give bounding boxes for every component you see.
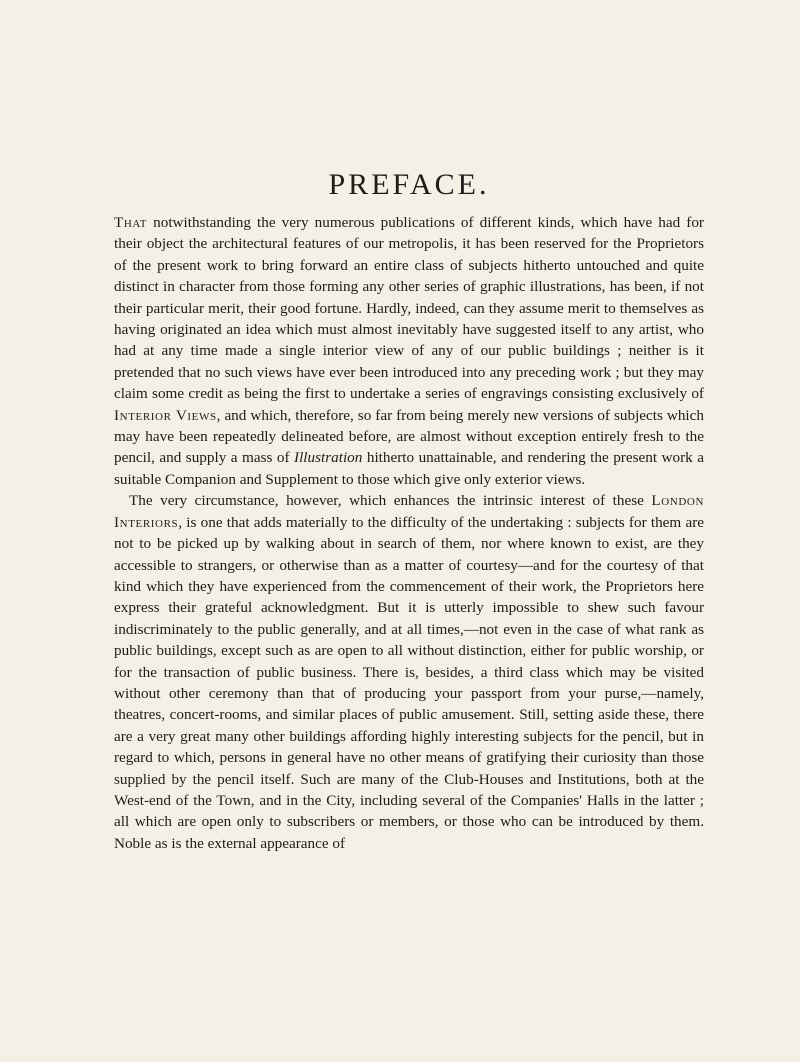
- paragraph-1: [114, 212, 704, 490]
- paragraph-1-text-c: hitherto unattainable, and rendering the present work a suitable Companion and Supplement to those which give only exterior views.: [114, 449, 704, 488]
- page: [114, 0, 704, 1062]
- paragraph-2-text-b: , is one that adds materially to the difficulty of the undertaking : subjects for them are not to be picked up by walking about in search of them, nor where known to exist, are they accessible to strangers, or otherwise than as a matter of courtesy—and for the courtesy of that kind which they have experienced from the commencement of their work, the Proprietors here express their grateful acknowledgment. But it is utterly impossible to shew such favour indiscriminately to the public generally, and at all times,—not even in the case of what rank as public buildings, except such as are open to all without distinction, either for public worship, or for the transaction of public business. There is, besides, a third class which may be visited without other ceremony than that of producing your passport from your purse,—namely, theatres, concert-rooms, and similar places of public amusement. Still, setting aside these, there are a very great many other buildings affording highly interesting subjects for the pencil, but in regard to which, persons in general have no other means of gratifying their curiosity than those supplied by the pencil itself. Such are many of the Club-Houses and Institutions, both at the West-end of the Town, and in the City, including several of the Companies' Halls in the latter ; all which are open only to subscribers or members, or those who can be introduced by them. Noble as is the external appearance of: [114, 513, 704, 852]
- paragraph-2-term-london-interiors: London Interiors: [114, 492, 704, 531]
- preface-body: [114, 212, 704, 854]
- paragraph-2-text-a: The very circumstance, however, which enhances the intrinsic interest of these: [129, 492, 652, 510]
- paragraph-1-term-illustration: Illustration: [294, 449, 363, 467]
- paragraph-1-term-interior-views: Interior Views: [114, 406, 217, 424]
- paragraph-1-text-a: notwithstanding the very numerous publications of different kinds, which have had for their object the architectural features of our metropolis, it has been reserved for the Proprietors of the present work to bring forward an entire class of subjects hitherto untouched and quite distinct in character from those forming any other series of graphic illustrations, has been, if not their particular merit, their good fortune. Hardly, indeed, can they assume merit to themselves as having originated an idea which must almost inevitably have suggested itself to any artist, who had at any time made a single interior view of any of our public buildings ; neither is it pretended that no such views have ever been introduced into any preceding work ; but they may claim some credit as being the first to undertake a series of engravings consisting exclusively of: [114, 214, 704, 403]
- paragraph-1-text-b: , and which, therefore, so far from being merely new versions of subjects which may have been repeatedly delineated before, are almost without exception entirely fresh to the pencil, and supply a mass of: [114, 406, 704, 467]
- paragraph-1-lead: That: [114, 214, 148, 231]
- paragraph-2: [114, 490, 704, 854]
- page-title: PREFACE.: [328, 168, 490, 201]
